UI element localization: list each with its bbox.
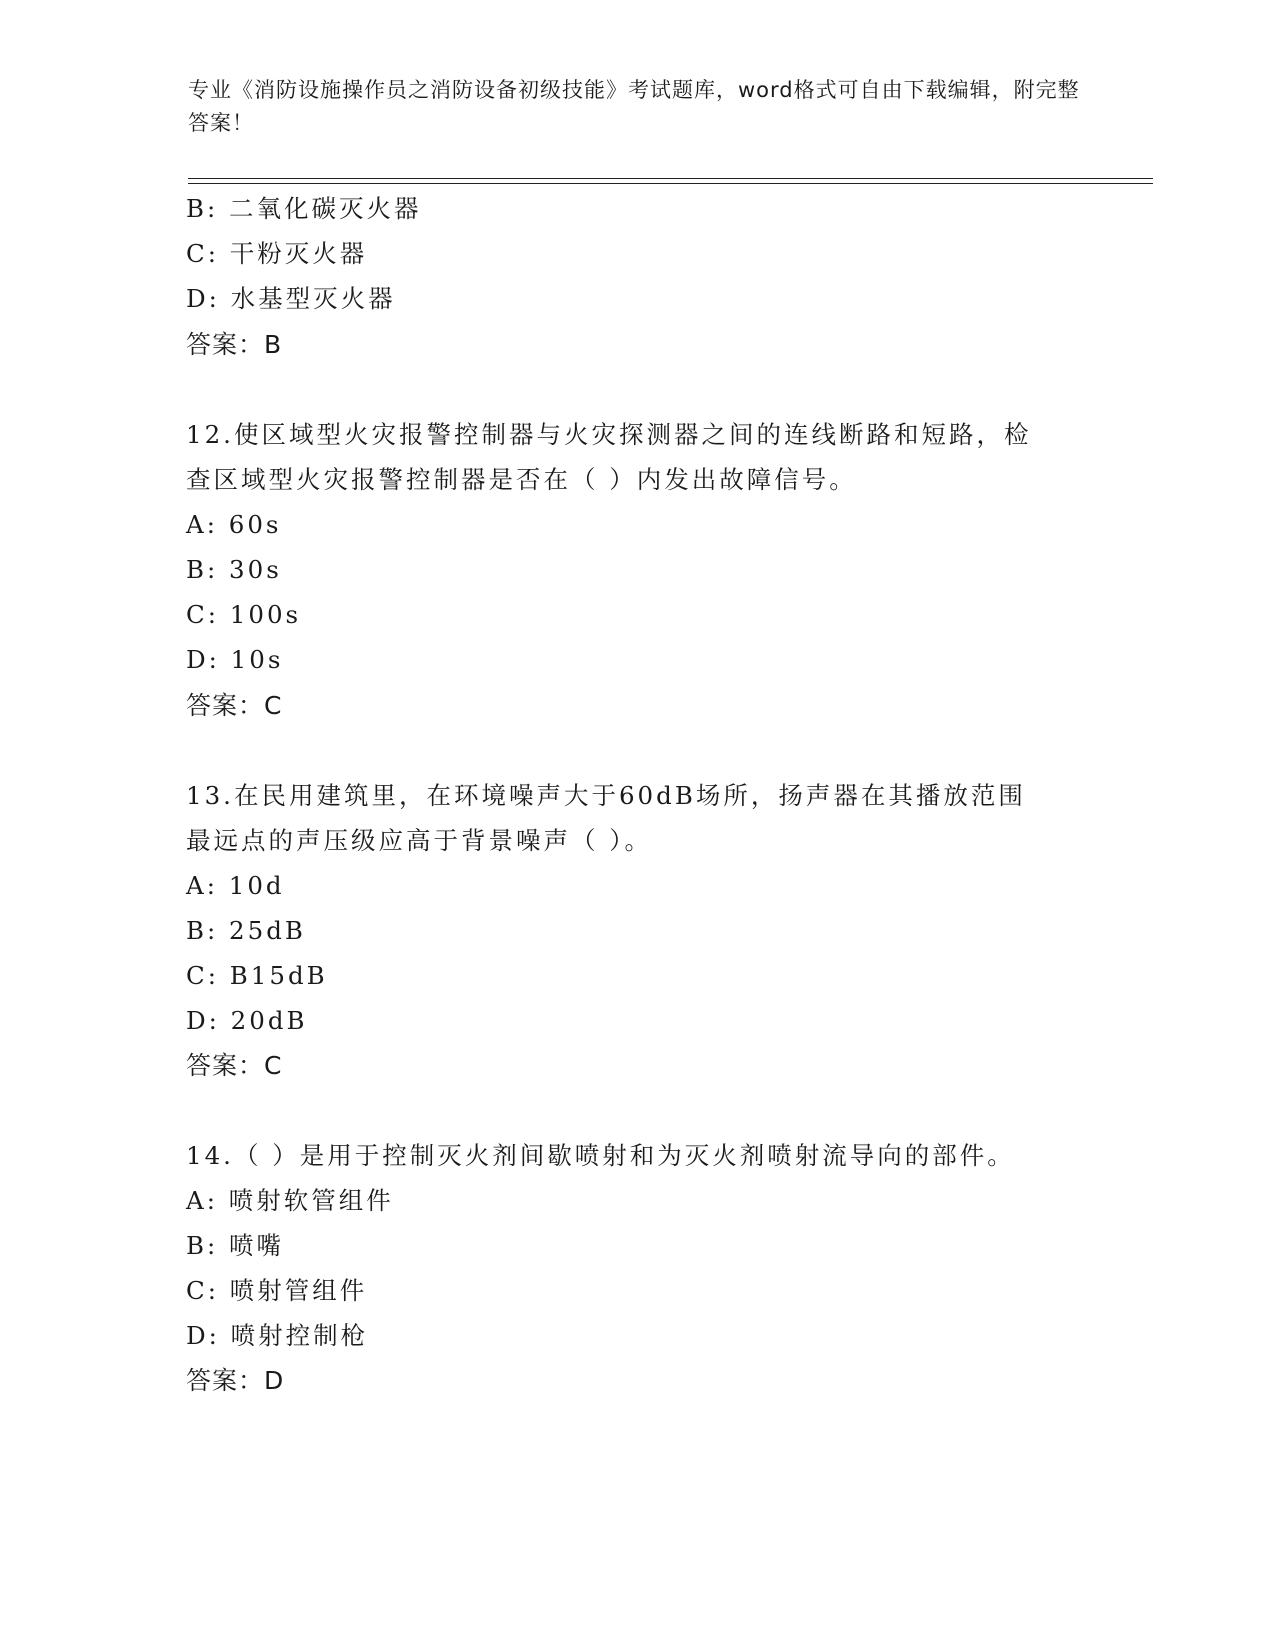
q11-option-d: D: 水基型灭火器 [186,284,396,313]
q13-stem-line1: 13.在民用建筑里，在环境噪声大于60dB场所，扬声器在其播放范围 [186,781,1026,810]
q14-option-b: B: 喷嘴 [186,1231,285,1260]
q12-option-b: B: 30s [186,555,282,584]
q11-answer: 答案：B [186,330,283,359]
q13-option-b: B: 25dB [186,916,306,945]
q14-option-d: D: 喷射控制枪 [186,1321,369,1350]
q13-stem-line2: 最远点的声压级应高于背景噪声（ ）。 [186,826,653,855]
q11-option-b: B: 二氧化碳灭火器 [186,194,422,223]
q13-option-d: D: 20dB [186,1006,308,1035]
q13-answer: 答案：C [186,1051,283,1080]
header-rule-top [188,178,1153,179]
q12-option-a: A: 60s [186,510,282,539]
q14-stem-line1: 14.（ ）是用于控制灭火剂间歇喷射和为灭火剂喷射流导向的部件。 [186,1141,1015,1170]
q14-option-a: A: 喷射软管组件 [186,1186,394,1215]
q11-option-c: C: 干粉灭火器 [186,239,368,268]
q13-option-a: A: 10d [186,871,285,900]
q12-answer: 答案：C [186,691,283,720]
q12-stem-line1: 12.使区域型火灾报警控制器与火灾探测器之间的连线断路和短路，检 [186,420,1032,449]
header-rule-bottom [188,183,1153,184]
q12-option-c: C: 100s [186,600,302,629]
q12-option-d: D: 10s [186,645,284,674]
q14-answer: 答案：D [186,1366,285,1395]
q14-option-c: C: 喷射管组件 [186,1276,368,1305]
document-header: 专业《消防设施操作员之消防设备初级技能》考试题库，word格式可自由下载编辑，附完整答案！ [188,78,1080,135]
q12-stem-line2: 查区域型火灾报警控制器是否在（ ）内发出故障信号。 [186,465,857,494]
q13-option-c: C: B15dB [186,961,328,990]
